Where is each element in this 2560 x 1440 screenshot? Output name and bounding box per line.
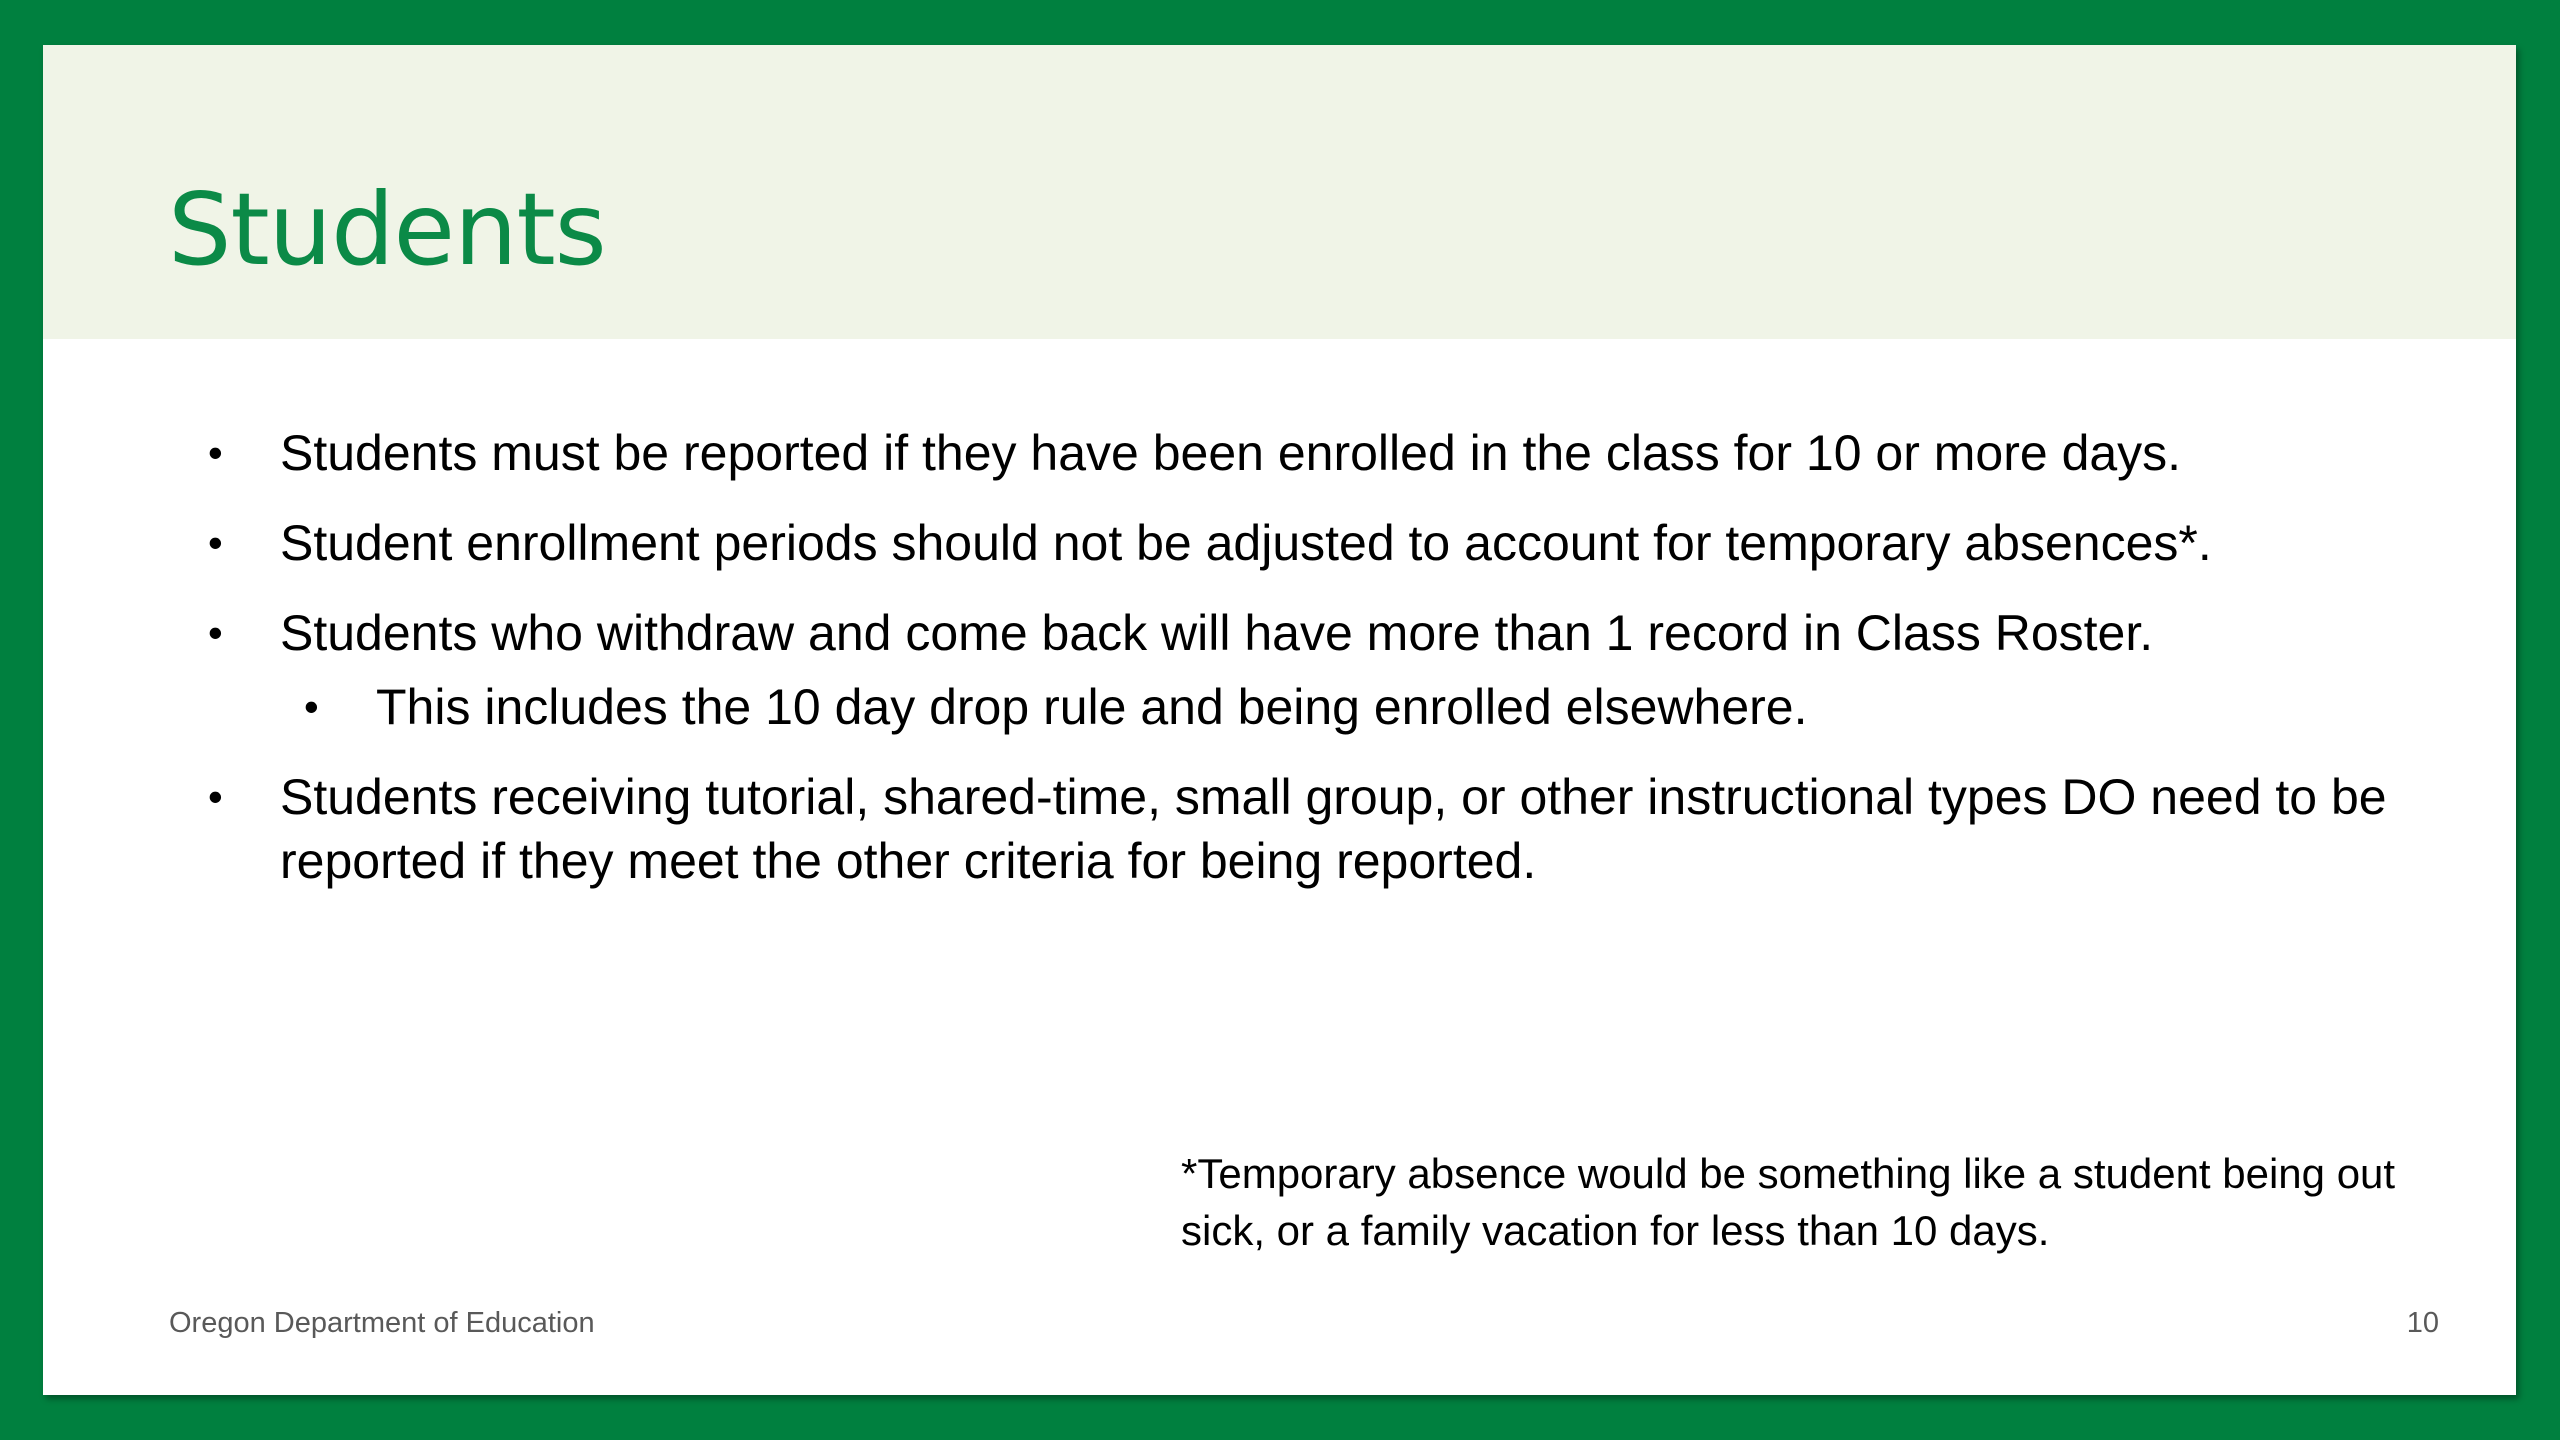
- bullet-text: Students must be reported if they have been enrolled in the class for 10 or more days.: [280, 425, 2182, 481]
- bullet-list: [163, 421, 2463, 919]
- bullet-dot-icon: •: [208, 609, 223, 656]
- slide-title: Students: [168, 171, 606, 288]
- slide-number: 10: [2406, 1307, 2439, 1339]
- bullet-item: [163, 765, 2463, 893]
- slide: [43, 45, 2516, 1395]
- bullet-dot-icon: •: [208, 773, 223, 820]
- bullet-text: Student enrollment periods should not be adjusted to account for temporary absences*.: [280, 515, 2212, 571]
- bullet-item: [163, 511, 2463, 575]
- footnote: *Temporary absence would be something like a student being out sick, or a family vacation for less than 10 days.: [1181, 1150, 2396, 1254]
- footer-organization: Oregon Department of Education: [169, 1307, 595, 1339]
- bullet-dot-icon: •: [208, 429, 223, 476]
- bullet-dot-icon: •: [208, 519, 223, 566]
- bullet-dot-icon: •: [304, 683, 319, 730]
- bullet-item: [163, 601, 2463, 665]
- bullet-item: [163, 421, 2463, 485]
- bullet-text: This includes the 10 day drop rule and being enrolled elsewhere.: [376, 679, 1808, 735]
- bullet-text: Students who withdraw and come back will have more than 1 record in Class Roster.: [280, 605, 2154, 661]
- bullet-text: Students receiving tutorial, shared-time, small group, or other instructional types DO need to be reported if they meet the other criteria for being reported.: [280, 769, 2387, 889]
- sub-bullet-item: [163, 675, 2463, 739]
